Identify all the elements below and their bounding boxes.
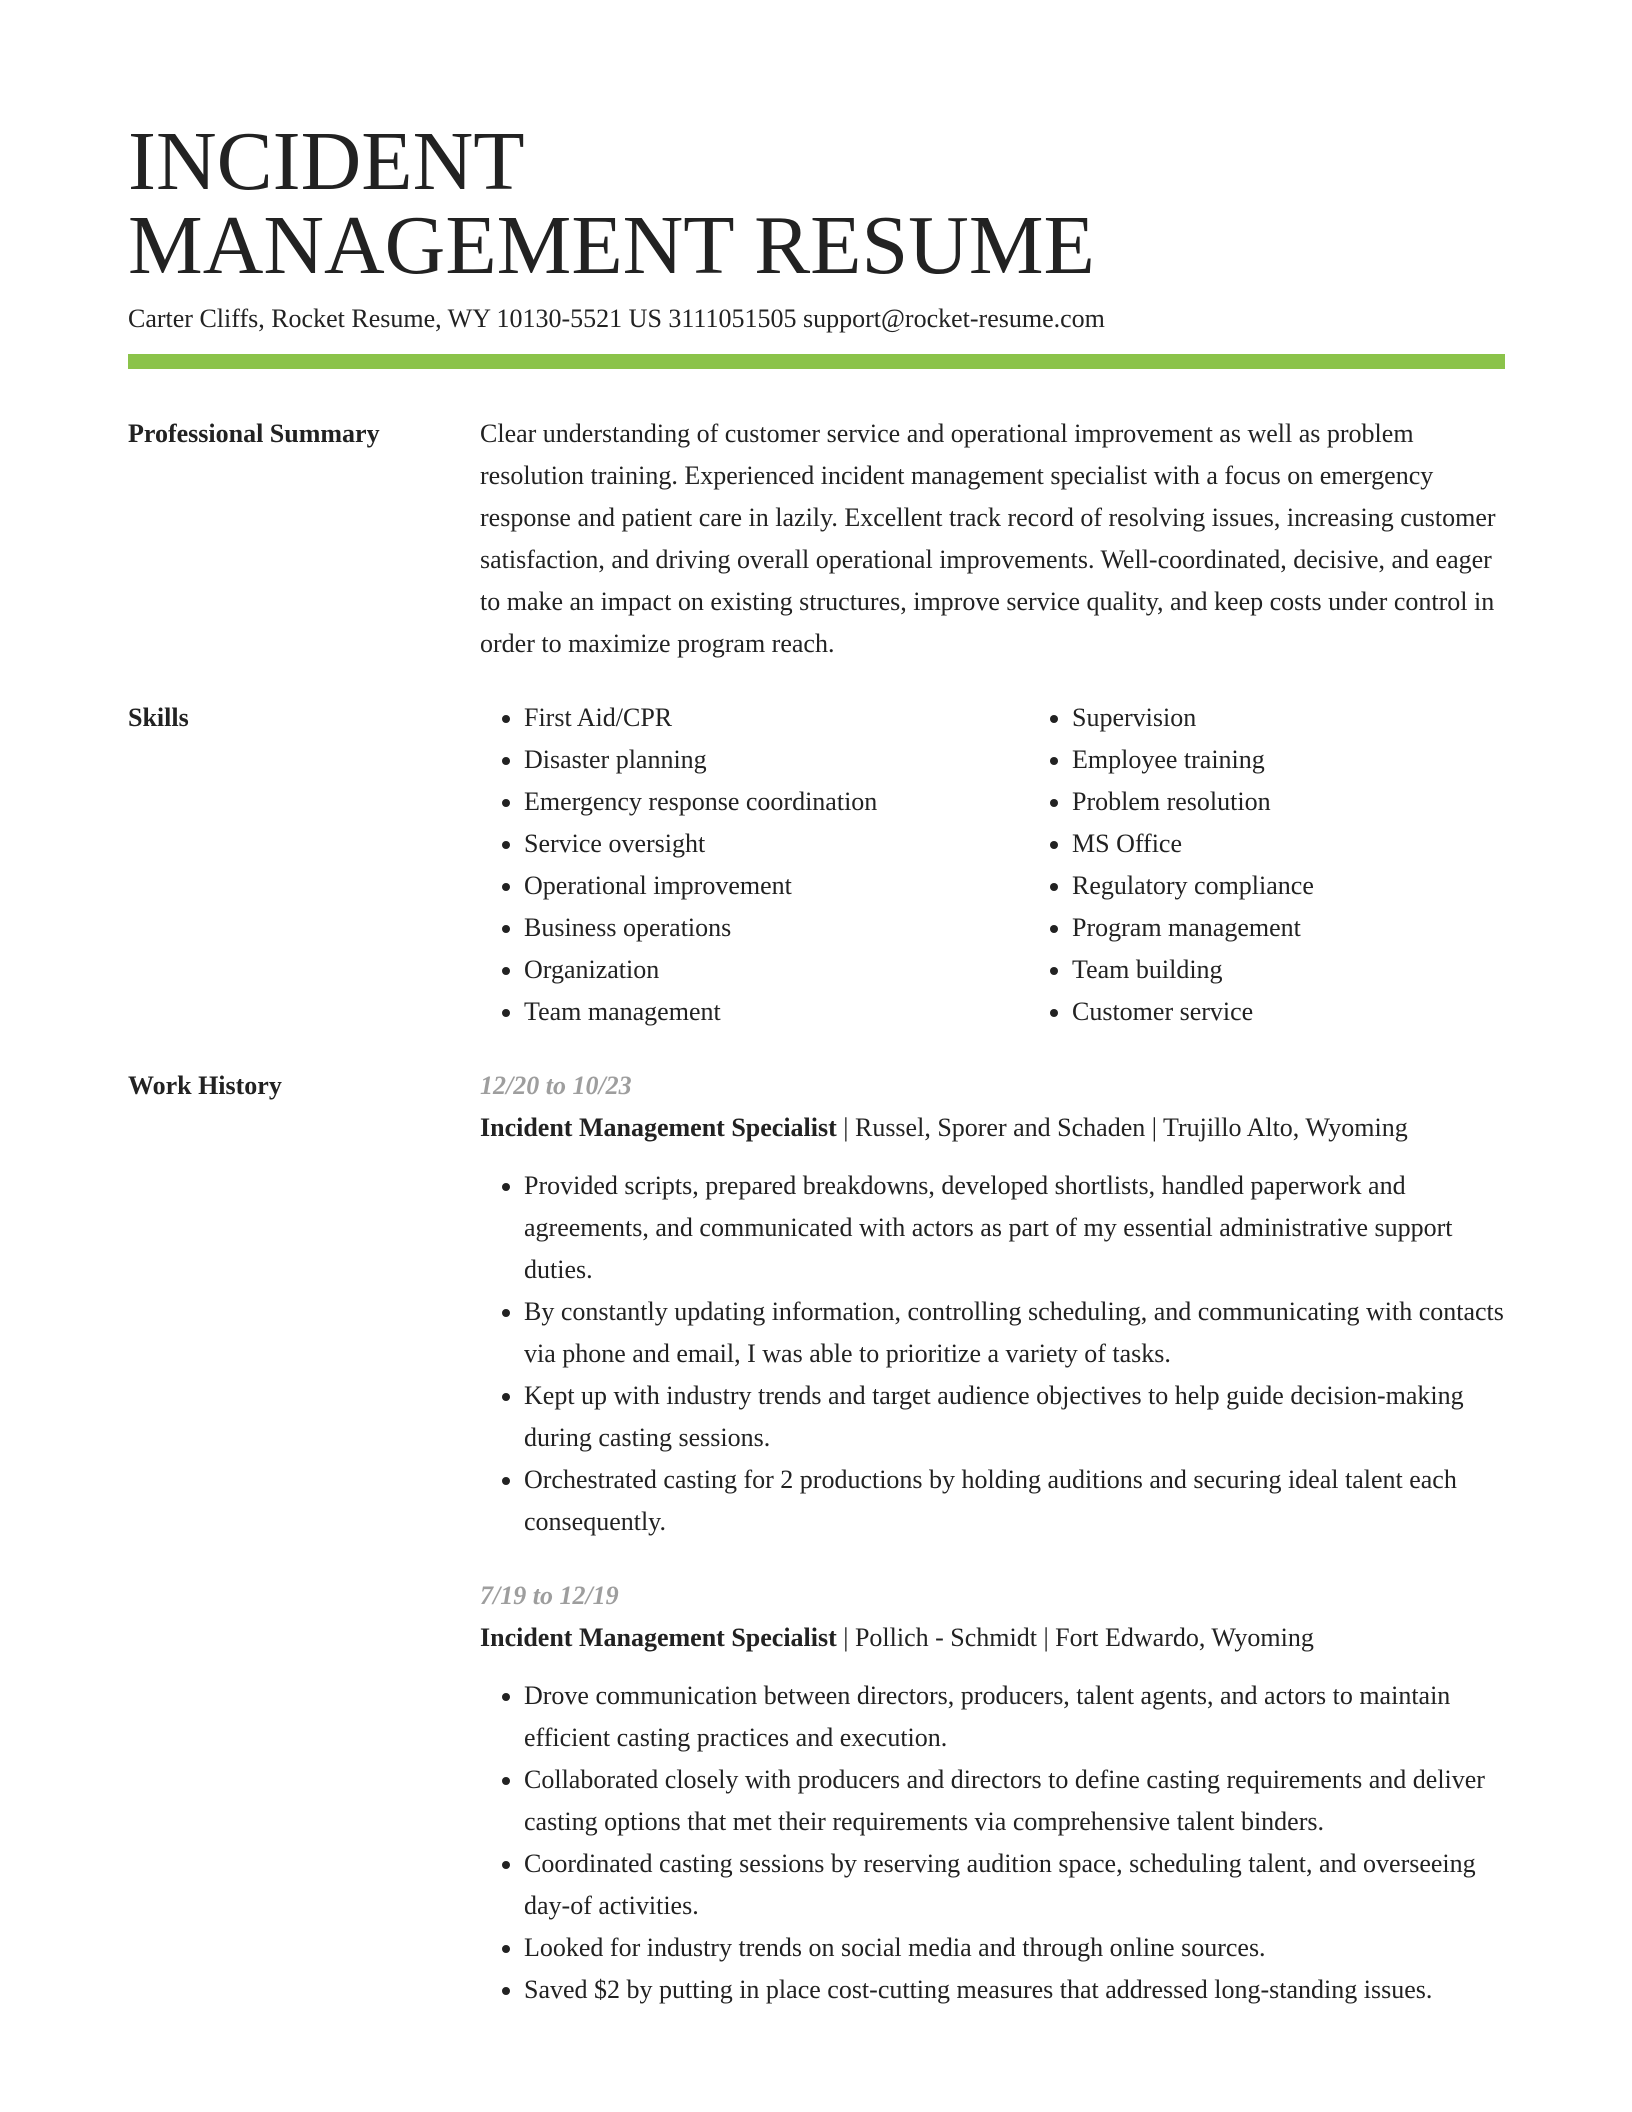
skills-list-left — [480, 697, 1028, 1033]
job-bullet: • Collaborated closely with producers and directors to define casting requirements and deliver casting options that met their requirements via comprehensive talent binders. — [524, 1759, 1505, 1843]
skill-item: • Problem resolution — [1072, 781, 1576, 823]
skill-item: • Team building — [1072, 949, 1576, 991]
job-bullet-list — [480, 1165, 1505, 1543]
job-bullet: • Looked for industry trends on social media and through online sources. — [524, 1927, 1505, 1969]
skill-item: • Operational improvement — [524, 865, 1028, 907]
skills-section — [128, 697, 1505, 1033]
job-bullet: • Kept up with industry trends and target audience objectives to help guide decision-making during casting sessions. — [524, 1375, 1505, 1459]
summary-section — [128, 413, 1505, 665]
job-bullet: • Drove communication between directors, producers, talent agents, and actors to maintain efficient casting practices and execution. — [524, 1675, 1505, 1759]
job-dates: 12/20 to 10/23 — [480, 1071, 632, 1100]
work-history-body — [480, 1065, 1505, 2011]
job-header — [480, 1107, 1505, 1149]
resume-title — [128, 115, 1505, 292]
accent-divider — [128, 354, 1505, 369]
job-details: | Russel, Sporer and Schaden | Trujillo Alto, Wyoming — [836, 1113, 1408, 1142]
skill-item: • Emergency response coordination — [524, 781, 1028, 823]
job-header — [480, 1617, 1505, 1659]
skill-item: • Organization — [524, 949, 1028, 991]
summary-text: Clear understanding of customer service and operational improvement as well as problem resolution training. Experienced incident management specialist with a focus on emergency response and patient care in lazily. Excellent track record of resolving issues, increasing customer satisfaction, and driving overall operational improvements. Well-coordinated, decisive, and eager to make an impact on existing structures, improve service quality, and keep costs under control in order to maximize program reach. — [480, 419, 1496, 658]
skill-item: • Disaster planning — [524, 739, 1028, 781]
resume-page — [128, 115, 1505, 2011]
skills-columns — [480, 697, 1576, 1033]
job-entry — [480, 1065, 1505, 1543]
skill-item: • Customer service — [1072, 991, 1576, 1033]
job-bullet: • Saved $2 by putting in place cost-cutting measures that addressed long-standing issues. — [524, 1969, 1505, 2011]
job-bullet: • Provided scripts, prepared breakdowns, developed shortlists, handled paperwork and agreements, and communicated with actors as part of my essential administrative support duties. — [524, 1165, 1505, 1291]
skill-item: • Service oversight — [524, 823, 1028, 865]
skill-item: • Program management — [1072, 907, 1576, 949]
job-entry — [480, 1575, 1505, 2011]
skill-item: • Regulatory compliance — [1072, 865, 1576, 907]
skill-item: • Employee training — [1072, 739, 1576, 781]
work-history-heading: Work History — [128, 1071, 282, 1100]
contact-info: Carter Cliffs, Rocket Resume, WY 10130-5521 US 3111051505 support@rocket-resume.com — [128, 304, 1105, 333]
job-bullet-list — [480, 1675, 1505, 2011]
skills-heading: Skills — [128, 703, 189, 732]
skill-item: • MS Office — [1072, 823, 1576, 865]
resume-title-line-1: INCIDENT — [128, 115, 525, 208]
work-history-section — [128, 1065, 1505, 2011]
skill-item: • First Aid/CPR — [524, 697, 1028, 739]
job-bullet: • By constantly updating information, controlling scheduling, and communicating with contacts via phone and email, I was able to prioritize a variety of tasks. — [524, 1291, 1505, 1375]
job-title: Incident Management Specialist — [480, 1113, 837, 1142]
summary-heading: Professional Summary — [128, 419, 380, 448]
resume-title-line-2: MANAGEMENT RESUME — [128, 199, 1095, 292]
job-dates: 7/19 to 12/19 — [480, 1581, 619, 1610]
skill-item: • Team management — [524, 991, 1028, 1033]
job-title: Incident Management Specialist — [480, 1623, 837, 1652]
job-details: | Pollich - Schmidt | Fort Edwardo, Wyoming — [836, 1623, 1314, 1652]
job-bullet: • Coordinated casting sessions by reserving audition space, scheduling talent, and overseeing day-of activities. — [524, 1843, 1505, 1927]
skill-item: • Business operations — [524, 907, 1028, 949]
job-bullet: • Orchestrated casting for 2 productions by holding auditions and securing ideal talent each consequently. — [524, 1459, 1505, 1543]
skill-item: • Supervision — [1072, 697, 1576, 739]
skills-list-right — [1028, 697, 1576, 1033]
